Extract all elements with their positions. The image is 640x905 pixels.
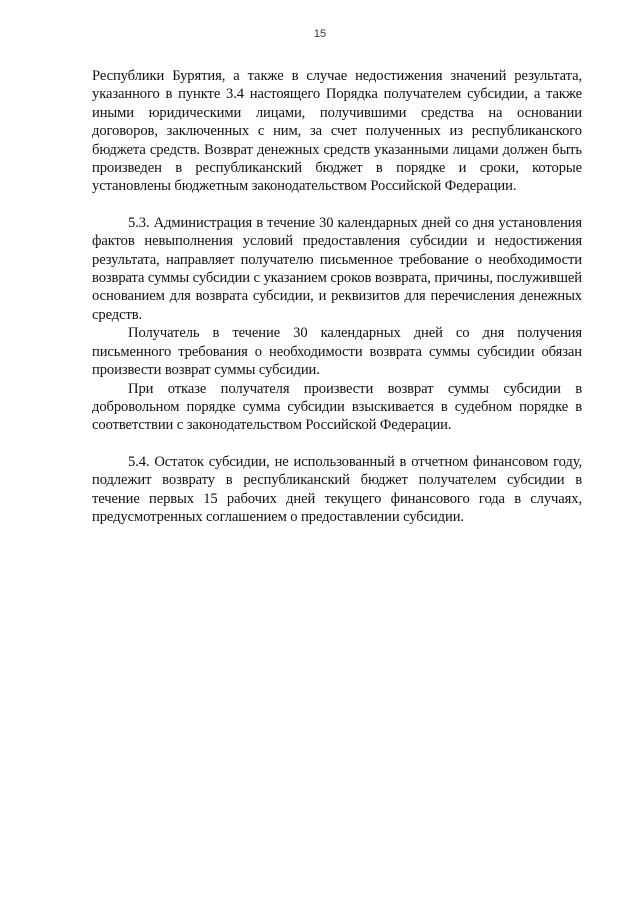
paragraph-5-4: 5.4. Остаток субсидии, не использованный в отчетном финансовом году, подлежит возврату в республиканский бюджет получателем субсидии в течение первых 15 рабочих дней текущего финансового года в случаях, предусмотренных соглашением о предоставлении субсидии. (92, 453, 582, 525)
paragraph-continuation: Республики Бурятия, а также в случае недостижения значений результата, указанного в пункте 3.4 настоящего Порядка получателем субсидии, а также иными юридическими лицами, получившими средства на основании договоров, заключенных с ним, за счет полученных из республиканского бюджета средств. Возврат денежных средств указанными лицами должен быть произведен в республиканский бюджет в порядке и сроки, которые установлены бюджетным законодательством Российской Федерации. (92, 68, 582, 195)
document-body (92, 67, 582, 526)
page-number: 15 (313, 28, 327, 40)
paragraph-5-3: 5.3. Администрация в течение 30 календарных дней со дня установления фактов невыполнения условий предоставления субсидии и недостижения результата, направляет получателю письменное требование о необходимости возврата суммы субсидии с указанием сроков возврата, причины, послужившей основанием для возврата субсидии, и реквизитов для перечисления денежных средств. (92, 214, 582, 323)
paragraph-court-recovery: При отказе получателя произвести возврат суммы субсидии в добровольном порядке сумма субсидии взыскивается в судебном порядке в соответствии с законодательством Российской Федерации. (92, 380, 582, 434)
paragraph-recipient-obligation: Получатель в течение 30 календарных дней со дня получения письменного требования о необходимости возврата суммы субсидии обязан произвести возврат суммы субсидии. (92, 325, 582, 379)
